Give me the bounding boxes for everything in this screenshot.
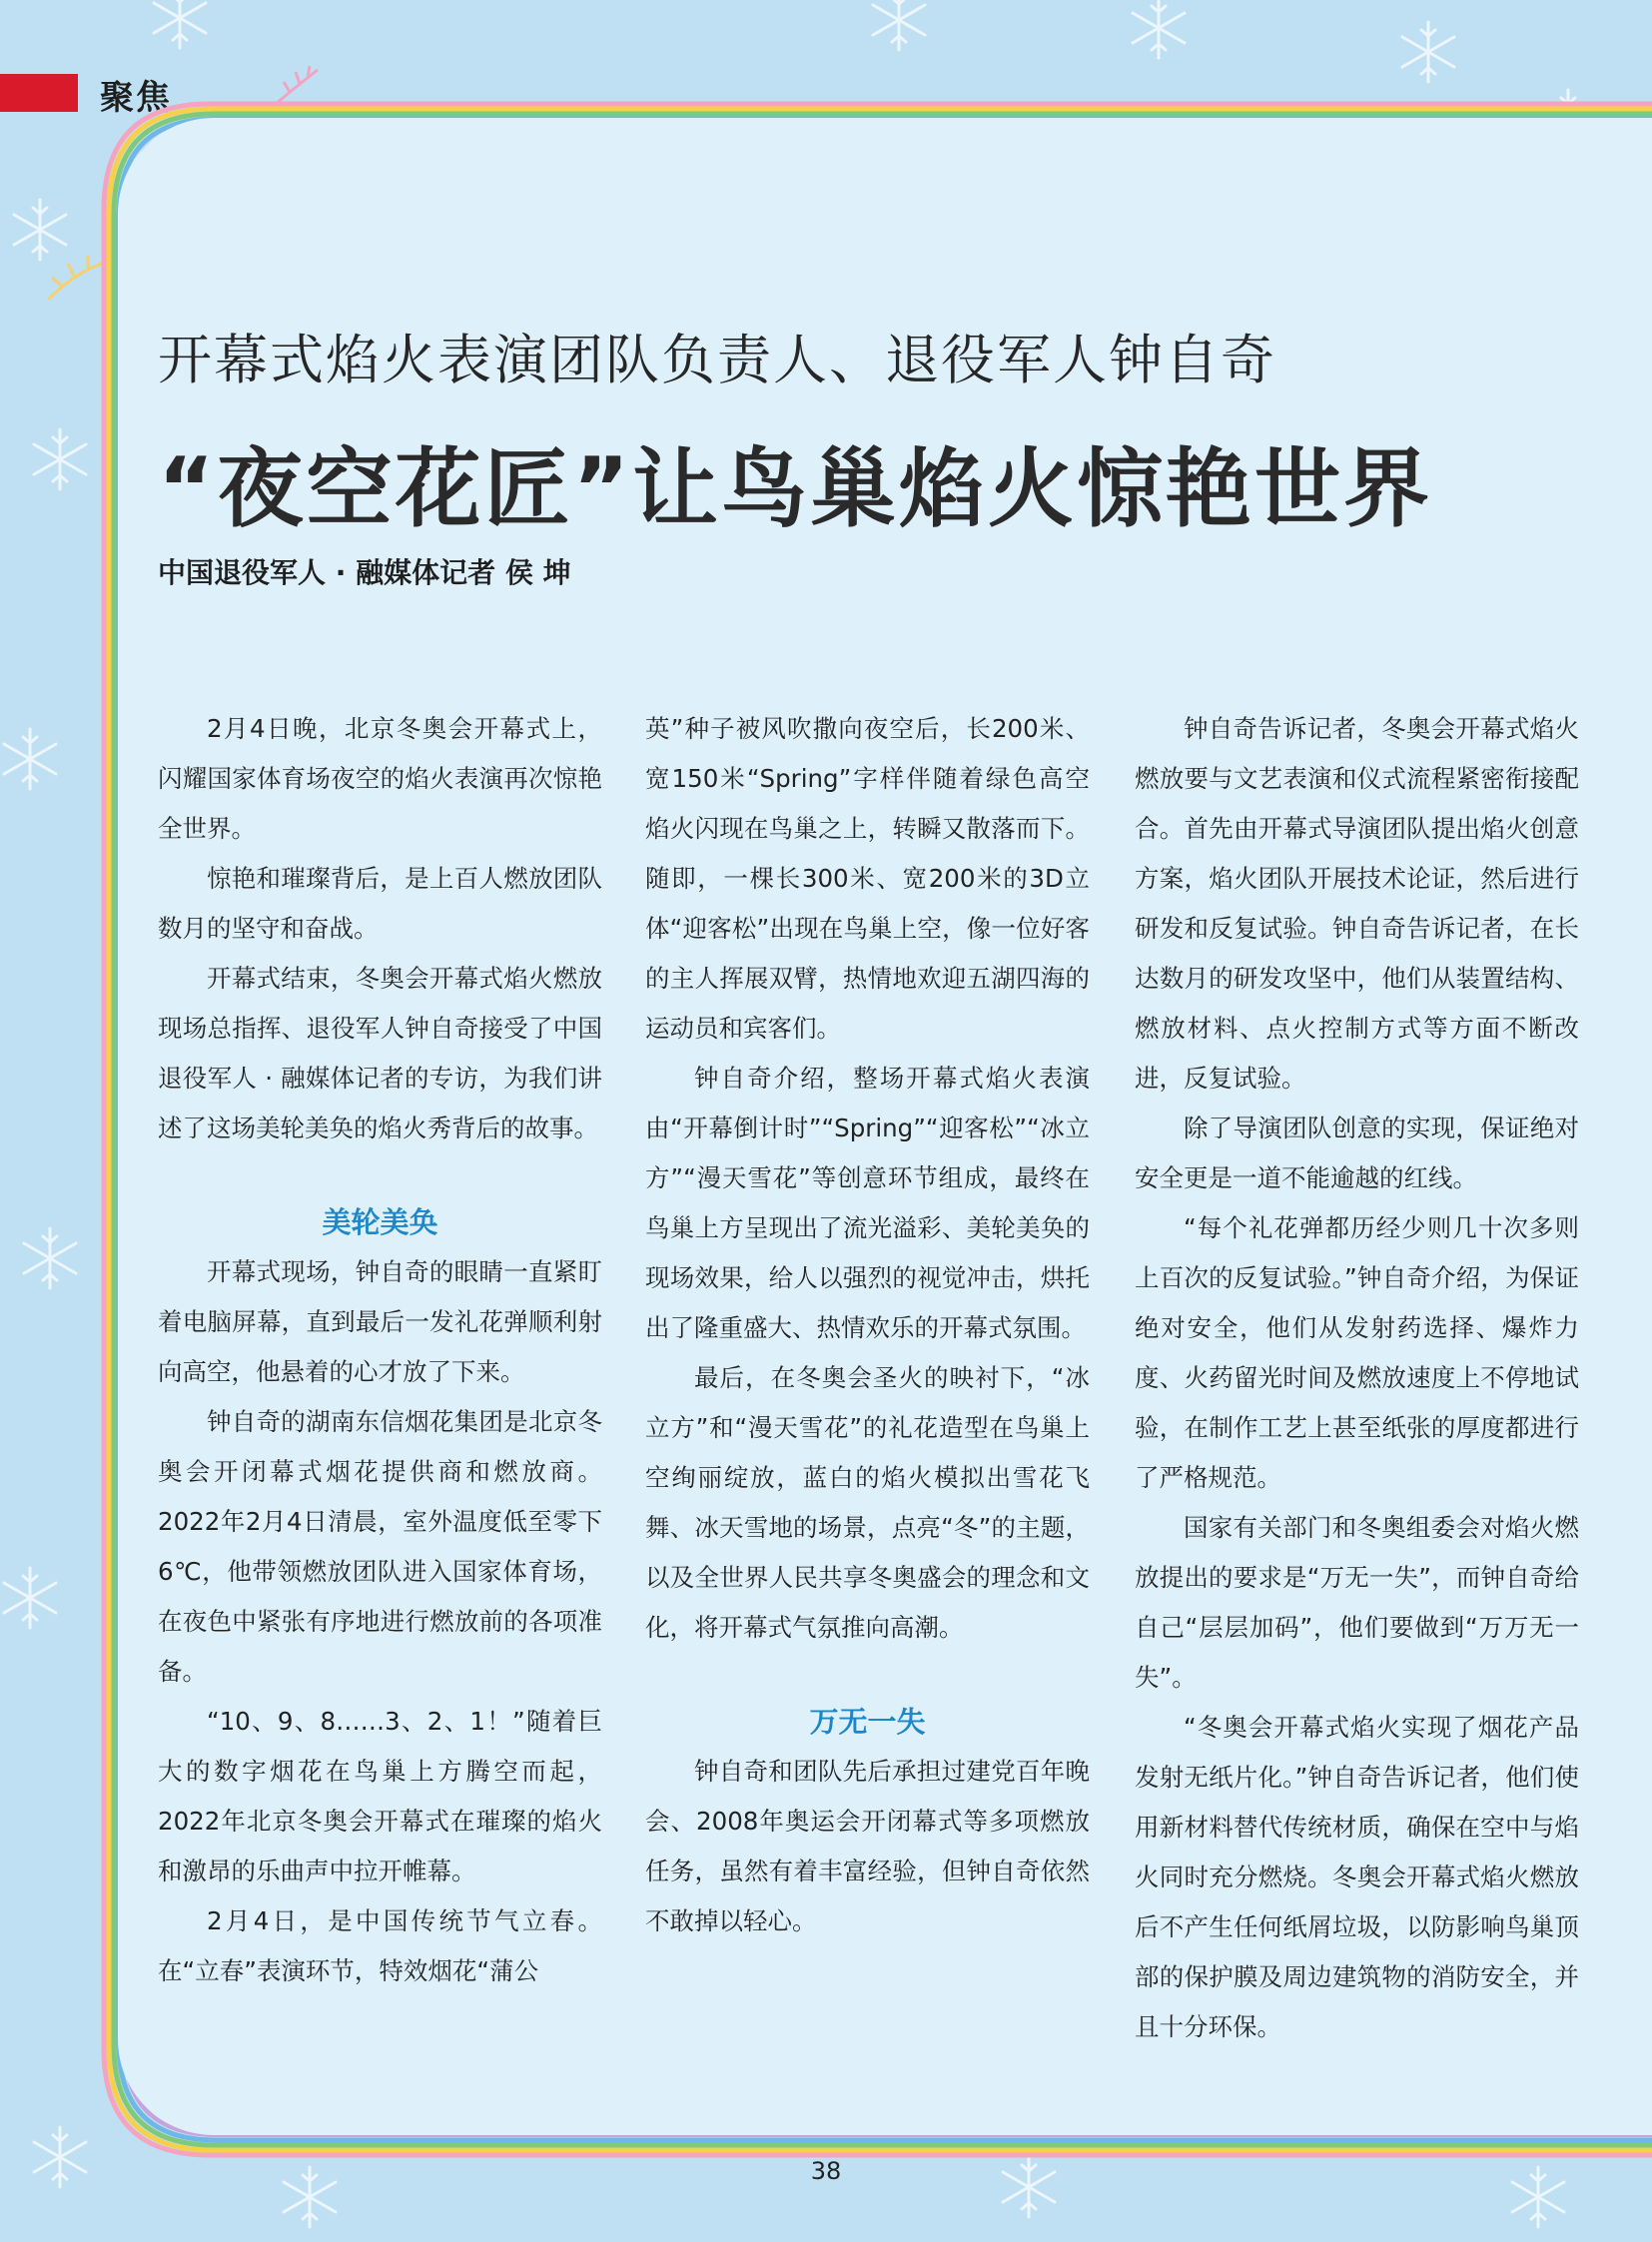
article-column-2 [645,704,1090,1946]
article-headline: “夜空花匠”让鸟巢焰火惊艳世界 [158,439,1433,539]
article-kicker: 开幕式焰火表演团队负责人、退役军人钟自奇 [158,329,1276,391]
paragraph: 惊艳和璀璨背后，是上百人燃放团队数月的坚守和奋战。 [158,864,602,943]
paragraph: 钟自奇和团队先后承担过建党百年晚会、2008年奥运会开闭幕式等多项燃放任务，虽然有着丰富经验，但钟自奇依然不敢掉以轻心。 [645,1757,1090,1935]
paragraph: 除了导演团队创意的实现，保证绝对安全更是一道不能逾越的红线。 [1135,1114,1579,1192]
article-column-3 [1135,704,1579,2052]
page-number: 38 [810,2157,842,2185]
paragraph: 开幕式现场，钟自奇的眼睛一直紧盯着电脑屏幕，直到最后一发礼花弹顺利射向高空，他悬着的心才放了下来。 [158,1257,602,1386]
paragraph: 开幕式结束，冬奥会开幕式焰火燃放现场总指挥、退役军人钟自奇接受了中国退役军人 · 融媒体记者的专访，为我们讲述了这场美轮美奂的焰火秀背后的故事。 [158,964,602,1142]
subheading-wanwu: 万无一失 [809,1705,926,1739]
article-byline: 中国退役军人 · 融媒体记者 侯 坤 [158,556,571,589]
paragraph: “每个礼花弹都历经少则几十次多则上百次的反复试验。”钟自奇介绍，为保证绝对安全，他们从发射药选择、爆炸力度、火药留光时间及燃放速度上不停地试验，在制作工艺上甚至纸张的厚度都进行了严格规范。 [1135,1213,1579,1492]
paragraph: 钟自奇告诉记者，冬奥会开幕式焰火燃放要与文艺表演和仪式流程紧密衔接配合。首先由开幕式导演团队提出焰火创意方案，焰火团队开展技术论证，然后进行研发和反复试验。钟自奇告诉记者，在长达数月的研发攻坚中，他们从装置结构、燃放材料、点火控制方式等方面不断改进，反复试验。 [1135,714,1579,1093]
paragraph: “10、9、8……3、2、1！”随着巨大的数字烟花在鸟巢上方腾空而起，2022年北京冬奥会开幕式在璀璨的焰火和激昂的乐曲声中拉开帷幕。 [158,1707,602,1885]
section-label: 聚焦 [100,78,172,118]
paragraph: 2月4日，是中国传统节气立春。在“立春”表演环节，特效烟花“蒲公 [158,1906,602,1985]
paragraph: 2月4日晚，北京冬奥会开幕式上，闪耀国家体育场夜空的焰火表演再次惊艳全世界。 [158,714,602,843]
paragraph: 最后，在冬奥会圣火的映衬下，“冰立方”和“漫天雪花”的礼花造型在鸟巢上空绚丽绽放，蓝白的焰火模拟出雪花飞舞、冰天雪地的场景，点亮“冬”的主题，以及全世界人民共享冬奥盛会的理念和文化，将开幕式气氛推向高潮。 [645,1363,1090,1642]
subheading-meilun: 美轮美奂 [322,1205,438,1239]
paragraph: 国家有关部门和冬奥组委会对焰火燃放提出的要求是“万无一失”，而钟自奇给自己“层层加码”，他们要做到“万万无一失”。 [1135,1513,1579,1692]
paragraph: “冬奥会开幕式焰火实现了烟花产品发射无纸片化。”钟自奇告诉记者，他们使用新材料替代传统材质，确保在空中与焰火同时充分燃烧。冬奥会开幕式焰火燃放后不产生任何纸屑垃圾，以防影响鸟巢顶部的保护膜及周边建筑物的消防安全，并且十分环保。 [1135,1713,1579,2041]
article-column-1 [158,704,602,1996]
paragraph: 英”种子被风吹撒向夜空后，长200米、宽150米“Spring”字样伴随着绿色高空焰火闪现在鸟巢之上，转瞬又散落而下。随即，一棵长300米、宽200米的3D立体“迎客松”出现在鸟巢上空，像一位好客的主人挥展双臂，热情地欢迎五湖四海的运动员和宾客们。 [645,714,1090,1043]
paragraph: 钟自奇的湖南东信烟花集团是北京冬奥会开闭幕式烟花提供商和燃放商。2022年2月4日清晨，室外温度低至零下6℃，他带领燃放团队进入国家体育场，在夜色中紧张有序地进行燃放前的各项准备。 [158,1407,602,1686]
paragraph: 钟自奇介绍，整场开幕式焰火表演由“开幕倒计时”“Spring”“迎客松”“冰立方”“漫天雪花”等创意环节组成，最终在鸟巢上方呈现出了流光溢彩、美轮美奂的现场效果，给人以强烈的视觉冲击，烘托出了隆重盛大、热情欢乐的开幕式氛围。 [645,1064,1090,1342]
